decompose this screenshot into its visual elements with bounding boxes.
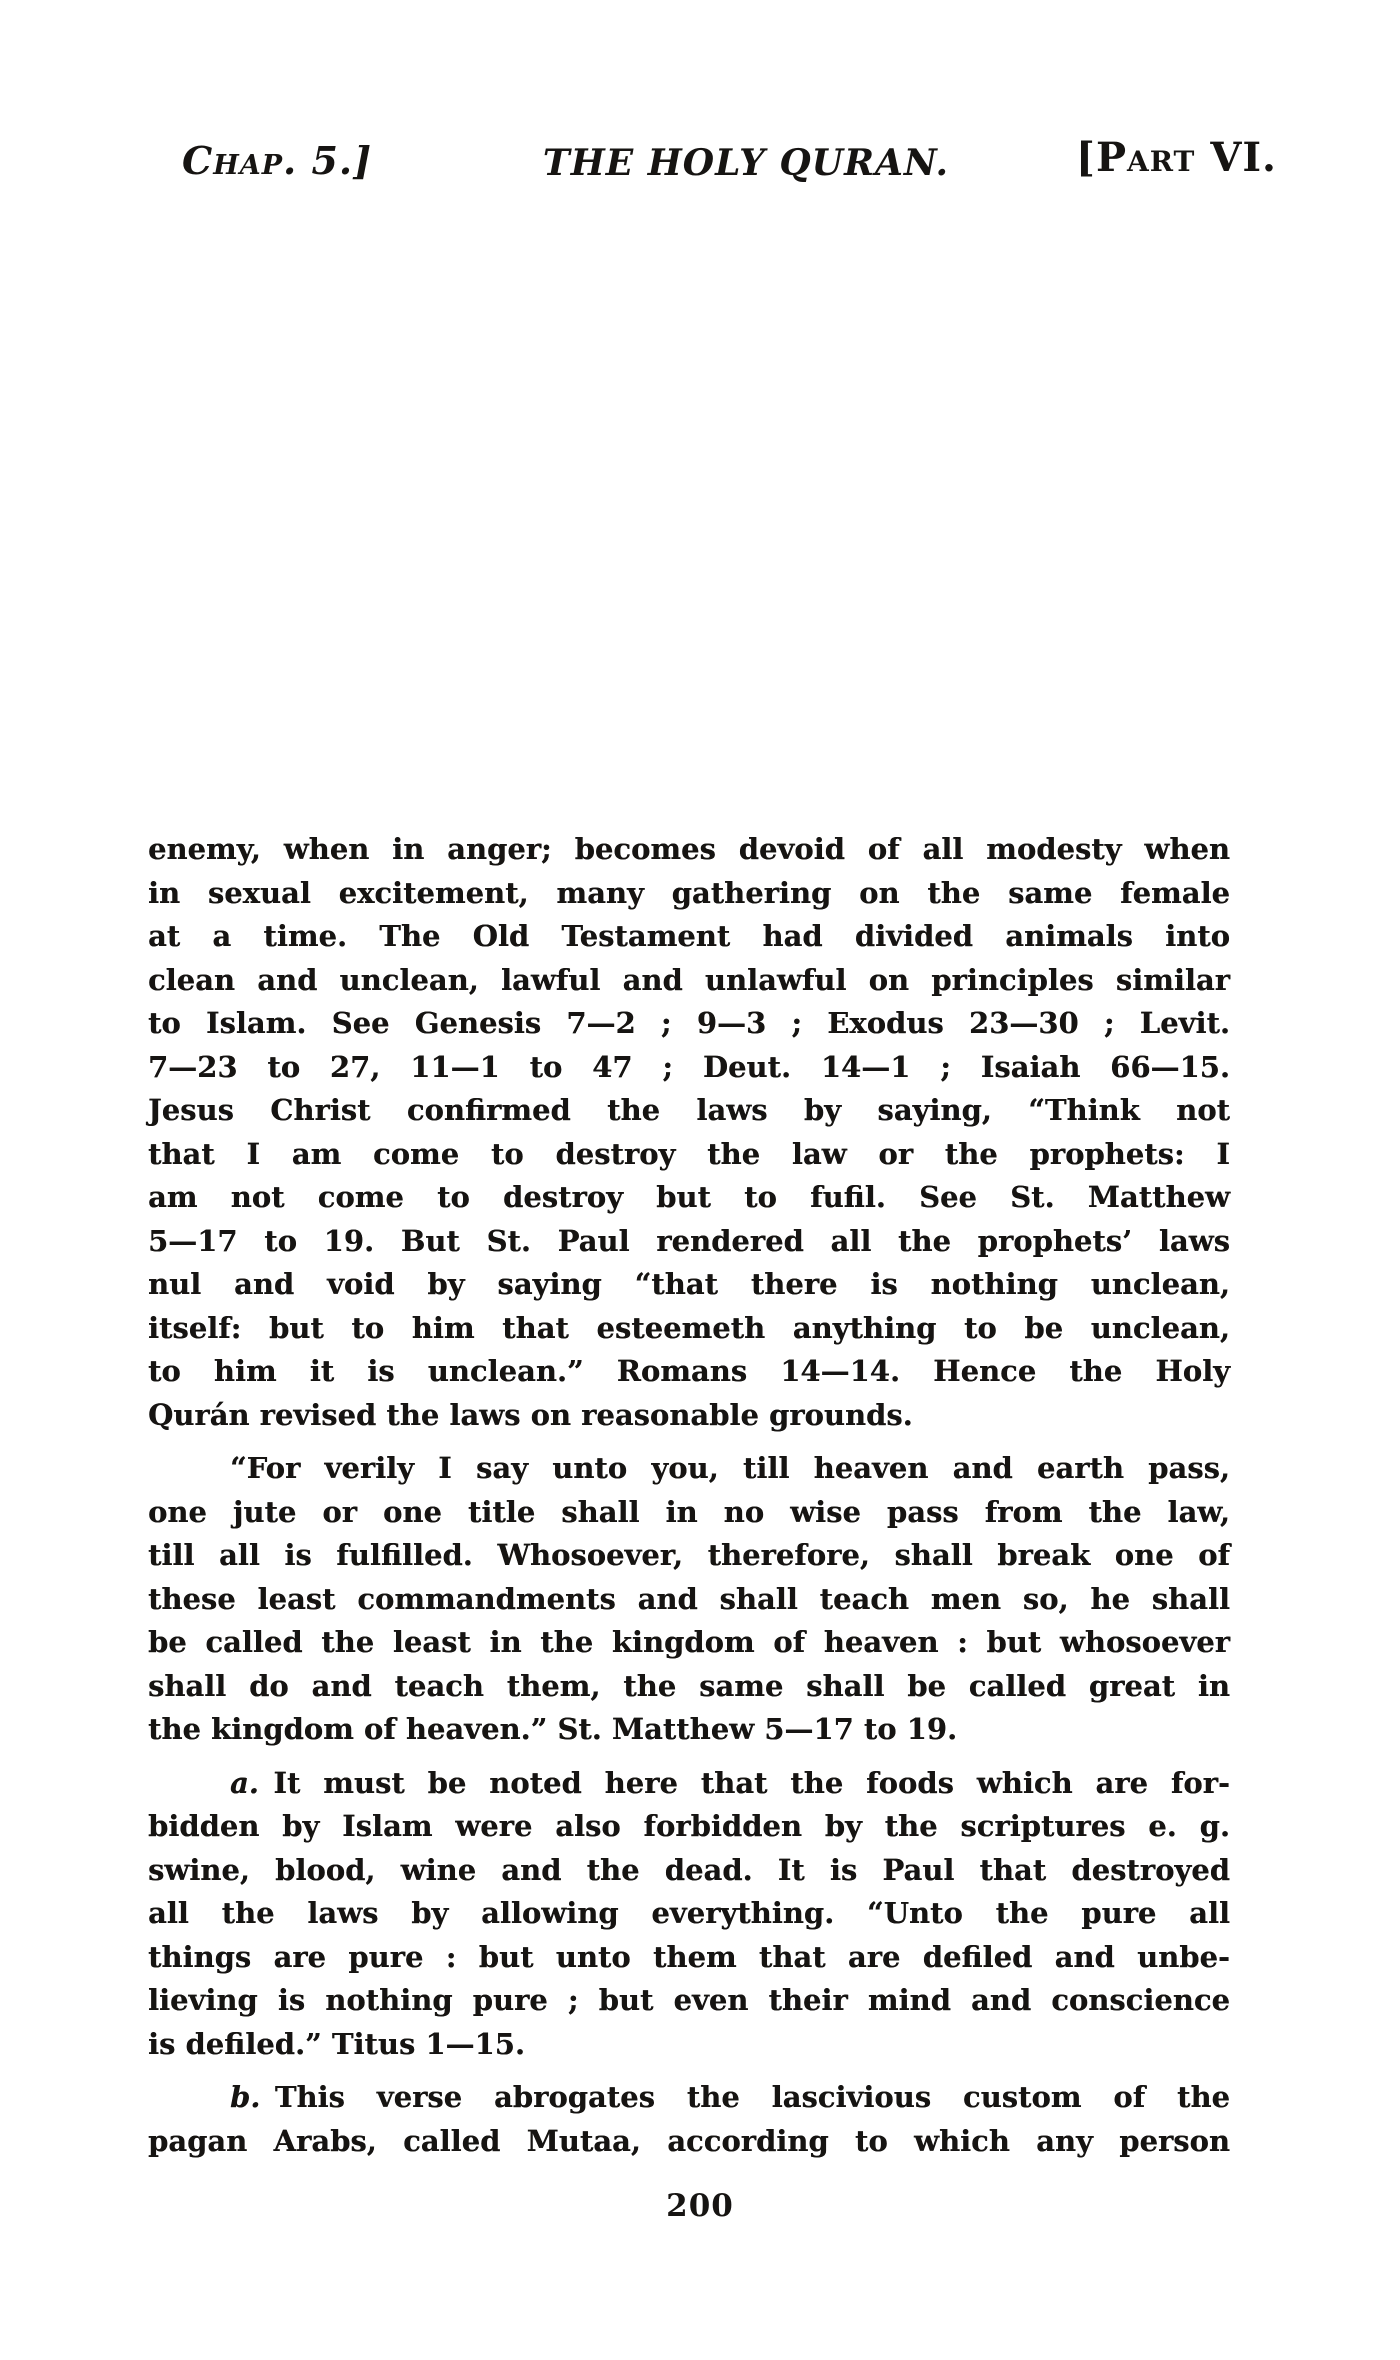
text-line: at a time. The Old Testament had divided animals into (148, 919, 1230, 953)
paragraph-marker: b. (230, 2080, 261, 2114)
paragraph (148, 1447, 1230, 1752)
book-title: THE HOLY QURAN. (542, 142, 950, 184)
page-number: 200 (666, 2188, 734, 2224)
text-line: 7—23 to 27, 11—1 to 47 ; Deut. 14—1 ; Isaiah 66—15. (148, 1049, 1230, 1084)
paragraph (148, 2076, 1230, 2163)
text-line: nul and void by saying “that there is nothing unclean, (148, 1267, 1230, 1301)
text-line: 5—17 to 19. But St. Paul rendered all the prophets’ laws (148, 1223, 1230, 1258)
text-line: till all is fulfilled. Whosoever, therefore, shall break one of (148, 1538, 1230, 1572)
text-line: clean and unclean, lawful and unlawful on principles similar (148, 962, 1230, 997)
paragraph (148, 1762, 1230, 2067)
blank-region (148, 200, 1230, 820)
text-line: in sexual excitement, many gathering on the same female (148, 875, 1230, 910)
text-line: “For verily I say unto you, till heaven and earth pass, (230, 1451, 1230, 1485)
paragraph-marker: a. (230, 1765, 259, 1800)
text-line: lieving is nothing pure ; but even their mind and conscience (148, 1983, 1230, 2017)
paragraph (148, 828, 1230, 1437)
text-line: shall do and teach them, the same shall be called great in (148, 1668, 1230, 1703)
text-line: a. It must be noted here that the foods which are for- (230, 1765, 1230, 1800)
text-line: swine, blood, wine and the dead. It is Paul that destroyed (148, 1852, 1230, 1887)
text-line: that I am come to destroy the law or the prophets: I (148, 1136, 1230, 1171)
part-label: [Part VI. (1076, 134, 1277, 181)
body-text (148, 828, 1230, 2163)
text-line: pagan Arabs, called Mutaa, according to which any person (148, 2123, 1230, 2158)
text-line: b. This verse abrogates the lascivious custom of the (230, 2080, 1230, 2114)
text-line: Qurán revised the laws on reasonable grounds. (148, 1397, 913, 1432)
text-line: bidden by Islam were also forbidden by the scriptures e. g. (148, 1809, 1230, 1843)
text-line: be called the least in the kingdom of heaven : but whosoever (148, 1625, 1230, 1659)
text-line: things are pure : but unto them that are defiled and unbe- (148, 1939, 1230, 1974)
text-line: all the laws by allowing everything. “Unto the pure all (148, 1896, 1230, 1930)
text-line: itself: but to him that esteemeth anything to be unclean, (148, 1310, 1230, 1345)
text-line: is defiled.” Titus 1—15. (148, 2026, 525, 2061)
text-line: Jesus Christ confirmed the laws by saying, “Think not (148, 1093, 1230, 1127)
text-line: to him it is unclean.” Romans 14—14. Hence the Holy (148, 1354, 1230, 1388)
text-line: am not come to destroy but to fufil. See St. Matthew (148, 1180, 1230, 1214)
chapter-label: Chap. 5.] (182, 138, 373, 183)
text-line: these least commandments and shall teach men so, he shall (148, 1581, 1230, 1616)
text-line: the kingdom of heaven.” St. Matthew 5—17 to 19. (148, 1712, 958, 1746)
text-line: enemy, when in anger; becomes devoid of all modesty when (148, 832, 1230, 866)
text-line: one jute or one title shall in no wise pass from the law, (148, 1494, 1230, 1529)
text-line: to Islam. See Genesis 7—2 ; 9—3 ; Exodus 23—30 ; Levit. (148, 1006, 1230, 1040)
